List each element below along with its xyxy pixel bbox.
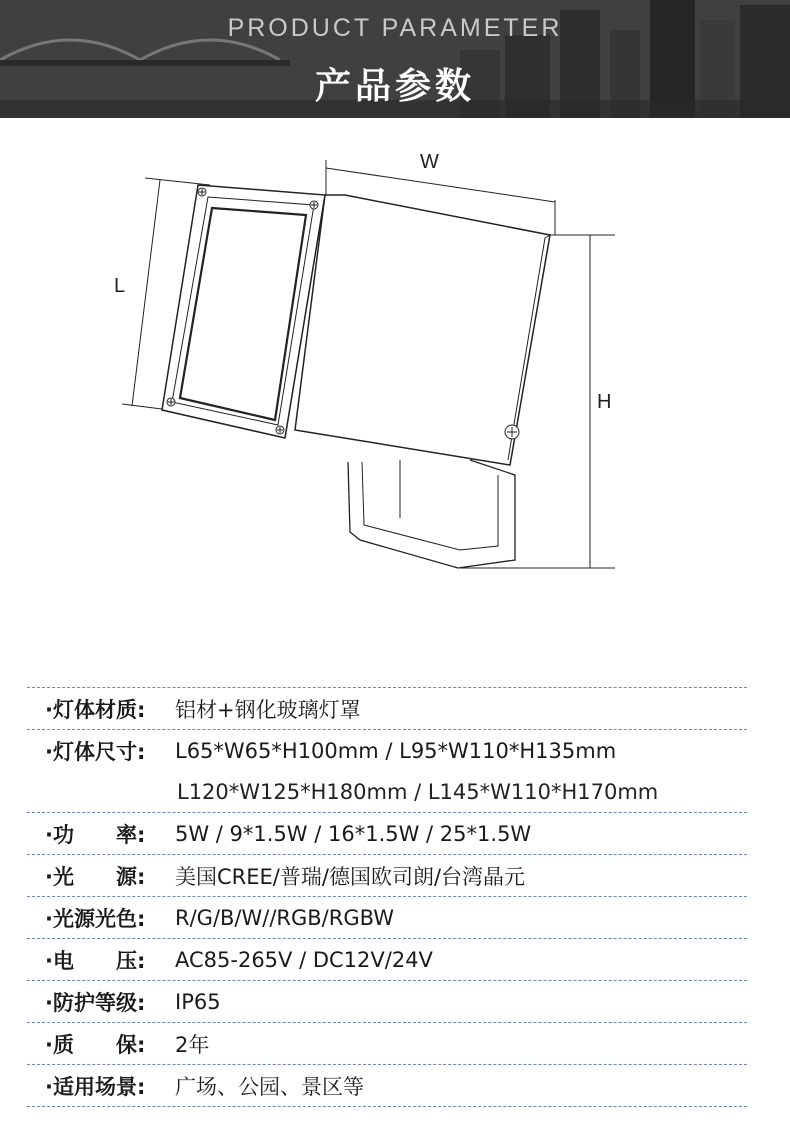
spec-label: ·适用场景: [45, 1074, 146, 1099]
header-subtitle: PRODUCT PARAMETER [227, 14, 563, 42]
spec-label: ·灯体尺寸: [45, 739, 146, 764]
spec-label: ·质 保: [45, 1032, 146, 1057]
spec-value: L65*W65*H100mm / L95*W110*H135mm [175, 738, 617, 763]
spec-row-warranty [27, 1023, 747, 1065]
spec-row-light-color [27, 897, 747, 939]
spec-value: IP65 [175, 989, 221, 1014]
spec-value: 广场、公园、景区等 [175, 1074, 364, 1099]
spec-label: ·功 率: [45, 822, 146, 847]
spec-value: 铝材+钢化玻璃灯罩 [175, 697, 361, 722]
spec-row-application [27, 1065, 747, 1107]
dimension-h-label: H [597, 391, 612, 413]
spec-row-material [27, 687, 747, 730]
spec-value: AC85-265V / DC12V/24V [175, 947, 433, 972]
page-title: 产品参数 [314, 66, 475, 107]
spec-label: ·防护等级: [45, 990, 146, 1015]
dimension-w-label: W [420, 151, 439, 173]
spec-row-protection [27, 981, 747, 1023]
spec-row-size [27, 730, 747, 813]
spec-value: R/G/B/W//RGB/RGBW [175, 905, 395, 930]
spec-label: ·光源光色: [45, 906, 146, 931]
page-header-banner [0, 0, 790, 118]
spec-label: ·灯体材质: [45, 697, 146, 722]
spec-row-light-source [27, 855, 747, 897]
spec-value: 美国CREE/普瑞/德国欧司朗/台湾晶元 [175, 864, 526, 889]
product-dimension-drawing [100, 140, 620, 580]
dimension-l-label: L [114, 275, 126, 297]
spec-value-continued: L120*W125*H180mm / L145*W110*H170mm [177, 779, 659, 804]
spec-label: ·电 压: [45, 948, 146, 973]
spec-label: ·光 源: [45, 864, 146, 889]
spec-row-voltage [27, 939, 747, 981]
spec-value: 5W / 9*1.5W / 16*1.5W / 25*1.5W [175, 821, 532, 846]
spec-value: 2年 [175, 1032, 210, 1057]
spec-table [27, 687, 747, 1107]
spec-row-power [27, 813, 747, 855]
